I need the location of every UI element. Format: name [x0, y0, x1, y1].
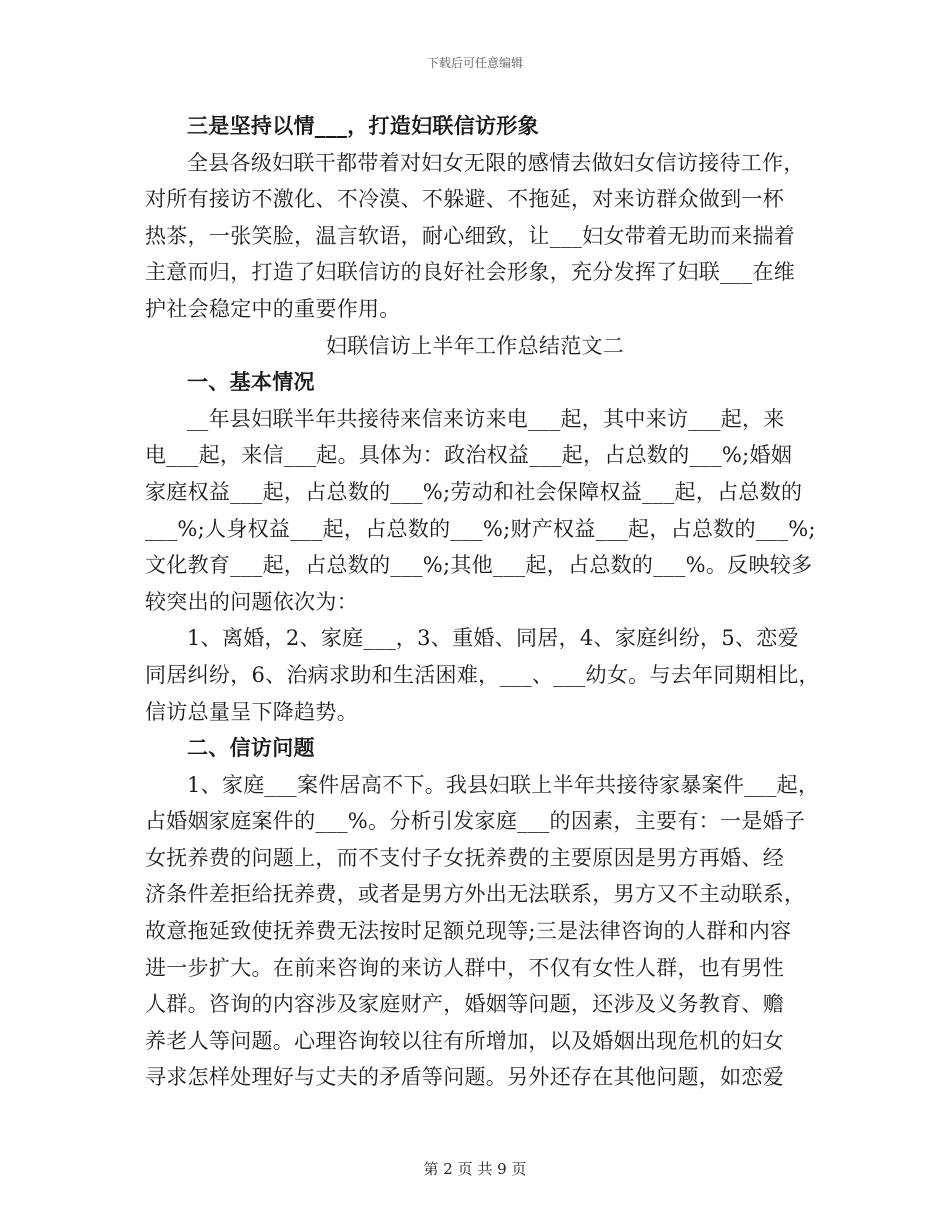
paragraph-line: 文化教育___起，占总数的___%;其他___起，占总数的___%。反映较多 — [145, 553, 813, 578]
paragraph-line: 寻求怎样处理好与丈夫的矛盾等问题。另外还存在其他问题，如恋爱 — [145, 1065, 784, 1090]
paragraph-line: 养老人等问题。心理咨询较以往有所增加，以及婚姻出现危机的妇女 — [145, 1028, 784, 1053]
paragraph-line: 主意而归，打造了妇联信访的良好社会形象，充分发挥了妇联___在维 — [145, 260, 796, 285]
document-body — [145, 108, 820, 1096]
paragraph-line: 1、离婚，2、家庭___，3、重婚、同居，4、家庭纠纷，5、恋爱 — [187, 626, 799, 651]
paragraph-line: 电___起，来信___起。具体为：政治权益___起，占总数的___%;婚姻 — [145, 443, 793, 468]
section-heading-issues: 二、信访问题 — [187, 735, 315, 761]
paragraph-line: 济条件差拒给抚养费，或者是男方外出无法联系，男方又不主动联系， — [145, 882, 806, 907]
paragraph-line: 同居纠纷，6、治病求助和生活困难，___、___幼女。与去年同期相比， — [145, 662, 820, 687]
document-title: 妇联信访上半年工作总结范文二 — [325, 333, 625, 358]
page-header: 下载后可任意编辑 — [426, 56, 523, 70]
page-footer: 第 2 页 共 9 页 — [423, 1160, 527, 1178]
paragraph-line: 故意拖延致使抚养费无法按时足额兑现等;三是法律咨询的人群和内容 — [145, 919, 792, 944]
paragraph-line: 护社会稳定中的重要作用。 — [145, 296, 401, 321]
paragraph-line: 女抚养费的问题上，而不支付子女抚养费的主要原因是男方再婚、经 — [145, 845, 784, 870]
paragraph-line: ___%;人身权益___起，占总数的___%;财产权益___起，占总数的___%; — [145, 516, 816, 541]
section-heading-3: 三是坚持以情___，打造妇联信访形象 — [187, 113, 539, 138]
paragraph-line: 人群。咨询的内容涉及家庭财产，婚姻等问题，还涉及义务教育、赡 — [145, 992, 784, 1017]
paragraph-line: 信访总量呈下降趋势。 — [145, 699, 358, 724]
paragraph-line: __年县妇联半年共接待来信来访来电___起，其中来访___起，来 — [187, 406, 785, 431]
paragraph-line: 家庭权益___起，占总数的___%;劳动和社会保障权益___起，占总数的 — [145, 479, 803, 504]
paragraph-line: 较突出的问题依次为： — [145, 589, 358, 614]
paragraph-line: 热茶，一张笑脸，温言软语，耐心细致，让___妇女带着无助而来揣着 — [145, 223, 796, 248]
paragraph-line: 全县各级妇联干都带着对妇女无限的感情去做妇女信访接待工作， — [187, 150, 805, 175]
section-heading-basic: 一、基本情况 — [187, 369, 315, 395]
paragraph-line: 对所有接访不激化、不冷漠、不躲避、不拖延，对来访群众做到一杯 — [145, 187, 784, 212]
paragraph-line: 进一步扩大。在前来咨询的来访人群中，不仅有女性人群，也有男性 — [145, 955, 784, 980]
paragraph-line: 占婚姻家庭案件的___%。分析引发家庭___的因素，主要有：一是婚子 — [145, 809, 806, 834]
paragraph-line: 1、家庭___案件居高不下。我县妇联上半年共接待家暴案件___起， — [187, 772, 820, 797]
